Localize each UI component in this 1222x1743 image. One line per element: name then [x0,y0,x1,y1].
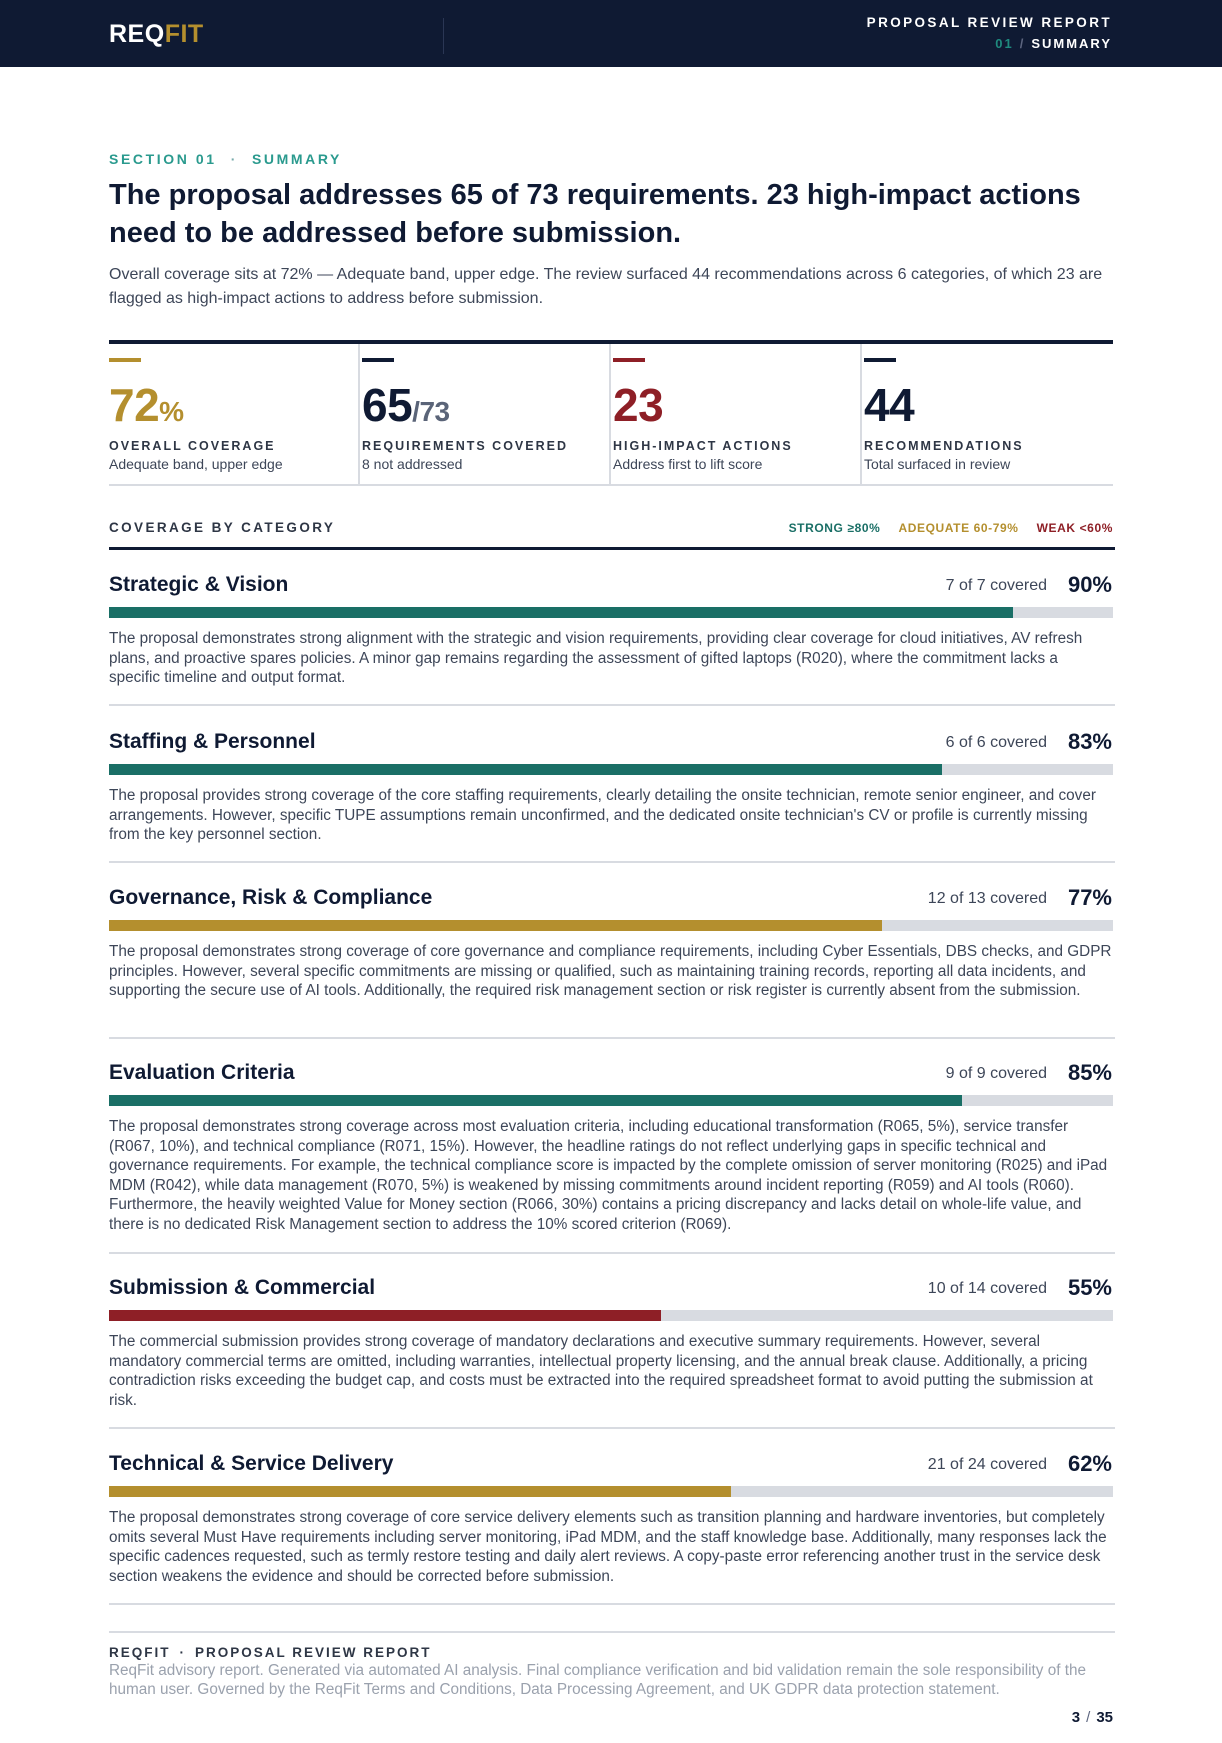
stat-label: OVERALL COVERAGE [109,439,276,453]
section-eyebrow [109,151,342,167]
current-page: 3 [1071,1709,1081,1726]
category-staffing-personnel [109,730,1115,863]
coverage-bar-track [109,1486,1113,1497]
category-percent: 62% [1067,1451,1112,1476]
section-breadcrumb [995,36,1112,51]
page-number [1072,1709,1113,1726]
category-description: The proposal demonstrates strong coverage across most evaluation criteria, including educational transformation (R065, 5%), service transfer (R067, 10%), and technical compliance (R071, 15%). However, the headline ratings do not reflect underlying gaps in specific technical and governance requirements. For example, the technical compliance score is impacted by the complete omission of server monitoring (R025) and iPad MDM (R042), while data management (R070, 5%) is weakened by missing commitments around incident reporting (R059) and AI tools (R060). Furthermore, the heavily weighted Value for Money section (R066, 30%) contains a pricing discrepancy and lacks detail on whole-life value, and there is no dedicated Risk Management section to address the 10% scored criterion (R069). [109,1118,1108,1233]
stat-accent-bar [864,358,896,362]
total-pages: 35 [1096,1709,1113,1726]
stat-subtext: 8 not addressed [362,456,463,472]
legend-adequate: ADEQUATE 60-79% [898,521,1019,535]
eyebrow-dot: · [230,151,238,167]
coverage-header [109,518,1115,550]
category-count: 7 of 7 covered [945,577,1047,594]
category-percent: 77% [1067,885,1112,910]
category-description: The proposal demonstrates strong coverage of core service delivery elements such as transition planning and hardware inventories, but completely omits several Must Have requirements including server monitoring, iPad MDM, and the staff knowledge base. Additionally, many responses lack the specific cadences requested, such as termly restore testing and daily alert reviews. A copy-paste error referencing another trust in the service desk section weakens the evidence and should be corrected before submission. [109,1509,1107,1585]
breadcrumb-section-name: SUMMARY [1031,36,1112,51]
category-count: 10 of 14 covered [927,1280,1047,1297]
category-submission-commercial [109,1276,1115,1429]
coverage-bar-track [109,920,1113,931]
footer-dot: · [179,1645,186,1660]
category-evaluation-criteria [109,1061,1115,1254]
footer-report-title: PROPOSAL REVIEW REPORT [195,1645,432,1660]
footer-brand: REQFIT [109,1645,171,1660]
topbar-divider [443,18,444,54]
coverage-bar-fill [109,607,1013,618]
report-title: PROPOSAL REVIEW REPORT [866,15,1112,30]
stat-requirements-covered [358,344,609,486]
category-percent: 55% [1067,1275,1112,1300]
stat-subtext: Adequate band, upper edge [109,456,283,472]
category-name: Staffing & Personnel [109,730,316,753]
category-name: Governance, Risk & Compliance [109,886,433,909]
category-description: The commercial submission provides strong coverage of mandatory declarations and executive summary requirements. However, several mandatory commercial terms are omitted, including warranties, intellectual property licensing, and the annual break clause. Additionally, a pricing contradiction risks exceeding the budget cap, and costs must be extracted into the required spreadsheet format to avoid putting the submission at risk. [109,1333,1093,1409]
top-bar [0,0,1222,67]
stat-number: 23 [613,379,664,431]
category-technical-service-delivery [109,1452,1115,1605]
category-description: The proposal demonstrates strong coverage of core governance and compliance requirements, including Cyber Essentials, DBS checks, and GDPR principles. However, several specific commitments are missing or qualified, such as maintaining training records, reporting all data incidents, and supporting the secure use of AI tools. Additionally, the required risk management section or risk register is currently absent from the submission. [109,943,1112,999]
category-percent: 90% [1067,572,1112,597]
coverage-bar-fill [109,764,942,775]
stat-accent-bar [362,358,394,362]
breadcrumb-separator: / [1019,36,1026,51]
category-count: 6 of 6 covered [945,734,1047,751]
coverage-bar-fill [109,1310,661,1321]
coverage-bar-fill [109,920,882,931]
reqfit-logo [109,20,204,49]
coverage-title: COVERAGE BY CATEGORY [109,520,336,535]
stat-accent-bar [109,358,141,362]
stat-accent-bar [613,358,645,362]
stat-suffix: % [159,396,184,427]
eyebrow-name: SUMMARY [251,151,342,167]
eyebrow-section: SECTION 01 [109,151,217,167]
footer-title [109,1645,1115,1660]
coverage-bar-track [109,764,1113,775]
stat-high-impact-actions [609,344,860,486]
page-footer [109,1631,1115,1726]
page-headline: The proposal addresses 65 of 73 requirements. 23 high-impact actions need to be addressed before submission. [109,179,1081,249]
category-strategic-vision [109,573,1115,706]
stat-number: 65 [362,379,413,431]
category-name: Technical & Service Delivery [109,1452,394,1475]
category-percent: 83% [1067,729,1112,754]
category-description: The proposal provides strong coverage of the core staffing requirements, clearly detailing the onsite technician, remote senior engineer, and cover arrangements. However, specific TUPE assumptions remain unconfirmed, and the dedicated onsite technician's CV or profile is currently missing from the key personnel section. [109,787,1096,843]
legend-weak: WEAK <60% [1036,521,1113,535]
stat-number: 72 [109,379,160,431]
category-name: Submission & Commercial [109,1276,376,1299]
category-count: 12 of 13 covered [927,890,1047,907]
stat-value [362,378,450,432]
category-governance-risk-compliance [109,886,1115,1039]
coverage-bar-fill [109,1486,731,1497]
footer-disclaimer: ReqFit advisory report. Generated via automated AI analysis. Final compliance verification and bid validation remain the sole responsibility of the human user. Governed by the ReqFit Terms and Conditions, Data Processing Agreement, and UK GDPR data protection statement. [109,1662,1086,1698]
stat-value [613,378,663,432]
stat-recommendations [860,344,1111,486]
coverage-bar-track [109,1310,1113,1321]
category-description: The proposal demonstrates strong alignment with the strategic and vision requirements, providing clear coverage for cloud initiatives, AV refresh plans, and proactive spares policies. A minor gap remains regarding the assessment of gifted laptops (R020), where the commitment lacks a specific timeline and output format. [109,630,1083,686]
logo-fit: FIT [164,20,204,48]
coverage-bar-track [109,607,1113,618]
stat-subtext: Total surfaced in review [864,456,1011,472]
category-count: 21 of 24 covered [927,1456,1047,1473]
stat-subtext: Address first to lift score [613,456,763,472]
category-percent: 85% [1067,1060,1112,1085]
stat-overall-coverage [109,344,360,486]
coverage-bar-fill [109,1095,962,1106]
stat-label: REQUIREMENTS COVERED [362,439,568,453]
stat-suffix: /73 [412,396,450,427]
category-name: Strategic & Vision [109,573,289,596]
coverage-bar-track [109,1095,1113,1106]
category-name: Evaluation Criteria [109,1061,295,1084]
logo-req: REQ [109,20,165,48]
coverage-legend [771,521,1113,535]
legend-strong: STRONG ≥80% [788,521,881,535]
stat-value [864,378,914,432]
breadcrumb-section-number: 01 [995,36,1014,51]
stat-label: RECOMMENDATIONS [864,439,1024,453]
category-count: 9 of 9 covered [945,1065,1047,1082]
stat-label: HIGH-IMPACT ACTIONS [613,439,793,453]
intro-paragraph: Overall coverage sits at 72% — Adequate band, upper edge. The review surfaced 44 recommendations across 6 categories, of which 23 are flagged as high-impact actions to address before submission. [109,266,1103,307]
stat-value [109,378,184,432]
stat-number: 44 [864,379,915,431]
summary-stats [109,340,1113,486]
page-separator: / [1086,1709,1091,1726]
